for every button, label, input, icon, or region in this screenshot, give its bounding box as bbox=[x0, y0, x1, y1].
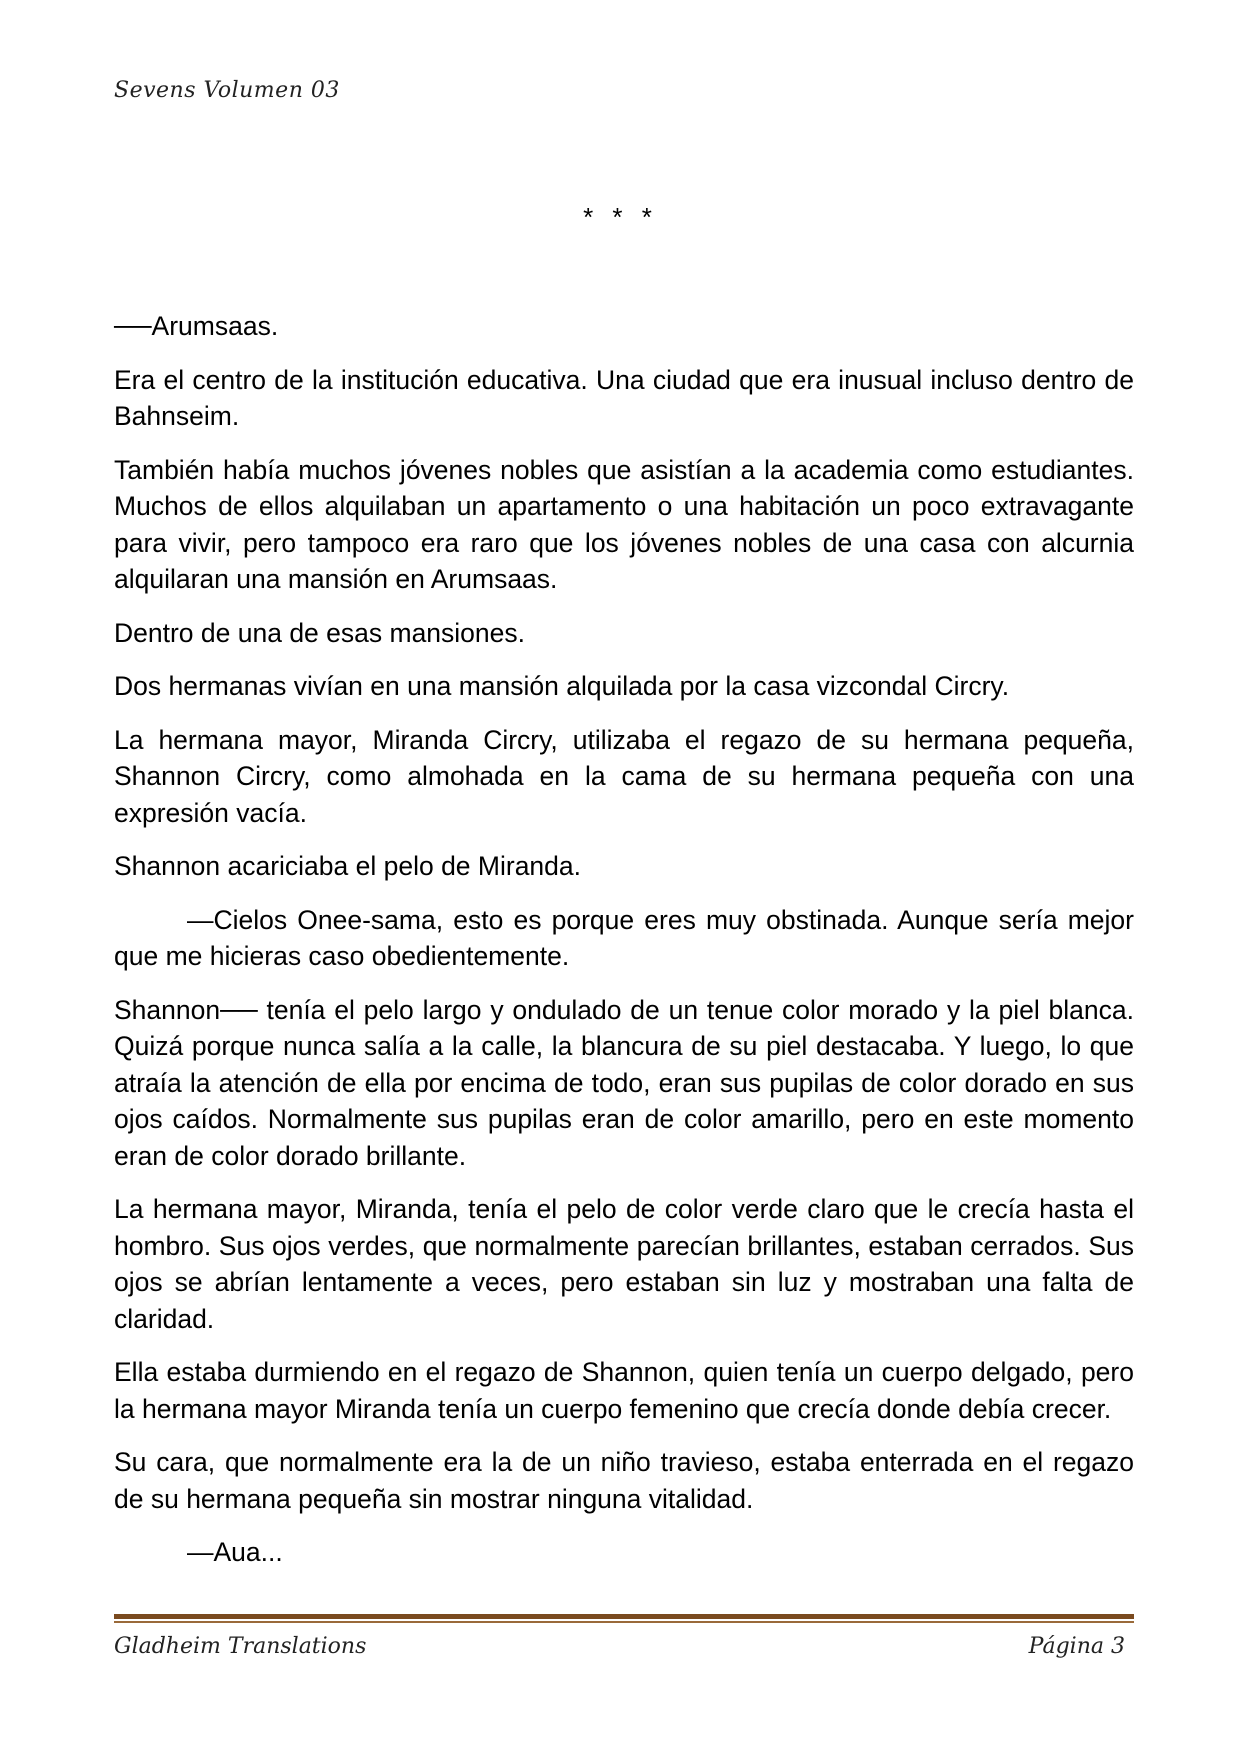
footer-rule-thick bbox=[114, 1614, 1134, 1619]
footer-publisher: Gladheim Translations bbox=[114, 1634, 367, 1659]
paragraph: Dos hermanas vivían en una mansión alquilada por la casa vizcondal Circry. bbox=[114, 671, 1010, 701]
paragraph: Era el centro de la institución educativa. Una ciudad que era inusual incluso dentro de Bahnseim. bbox=[114, 364, 1134, 431]
running-header: Sevens Volumen 03 bbox=[114, 78, 340, 103]
paragraph: Dentro de una de esas mansiones. bbox=[114, 617, 526, 648]
paragraph: Shannon── tenía el pelo largo y ondulado de un tenue color morado y la piel blanca. Quizá porque nunca salía a la calle, la blancura de su piel destacaba. Y luego, lo que atraía la atención de ella por encima de todo, eran sus pupilas de color dorado en sus ojos caídos. Normalmente sus pupilas eran de color amarillo, pero en este momento eran de color dorado brillante. bbox=[114, 994, 1134, 1171]
paragraph: La hermana mayor, Miranda Circry, utilizaba el regazo de su hermana pequeña, Shannon Circry, como almohada en la cama de su hermana pequeña con una expresión vacía. bbox=[114, 724, 1134, 828]
paragraph: Ella estaba durmiendo en el regazo de Shannon, quien tenía un cuerpo delgado, pero la hermana mayor Miranda tenía un cuerpo femenino que crecía donde debía crecer. bbox=[114, 1357, 1134, 1424]
paragraph: Su cara, que normalmente era la de un niño travieso, estaba enterrada en el regazo de su hermana pequeña sin mostrar ninguna vitalidad. bbox=[114, 1447, 1134, 1514]
paragraph: También había muchos jóvenes nobles que asistían a la academia como estudiantes. Muchos de ellos alquilaban un apartamento o una habitación un poco extravagante para vivir, pero tampoco era raro que los jóvenes nobles de una casa con alcurnia alquilaran una mansión en Arumsaas. bbox=[114, 454, 1134, 594]
body-text bbox=[114, 308, 1134, 1588]
paragraph: La hermana mayor, Miranda, tenía el pelo de color verde claro que le crecía hasta el hombro. Sus ojos verdes, que normalmente parecían brillantes, estaban cerrados. Sus ojos se abrían lentamente a veces, pero estaban sin luz y mostraban una falta de claridad. bbox=[114, 1194, 1134, 1334]
paragraph: ──Arumsaas. bbox=[114, 311, 279, 341]
paragraph: Shannon acariciaba el pelo de Miranda. bbox=[114, 851, 582, 881]
footer-page-number: Página 3 bbox=[1028, 1634, 1125, 1659]
dialogue-paragraph: —Aua... bbox=[187, 1537, 283, 1567]
footer-rule bbox=[114, 1614, 1134, 1623]
footer-rule-thin bbox=[114, 1621, 1134, 1623]
scene-break: * * * bbox=[583, 202, 658, 232]
dialogue-paragraph: —Cielos Onee-sama, esto es porque eres muy obstinada. Aunque sería mejor que me hicieras caso obedientemente. bbox=[114, 904, 1134, 971]
